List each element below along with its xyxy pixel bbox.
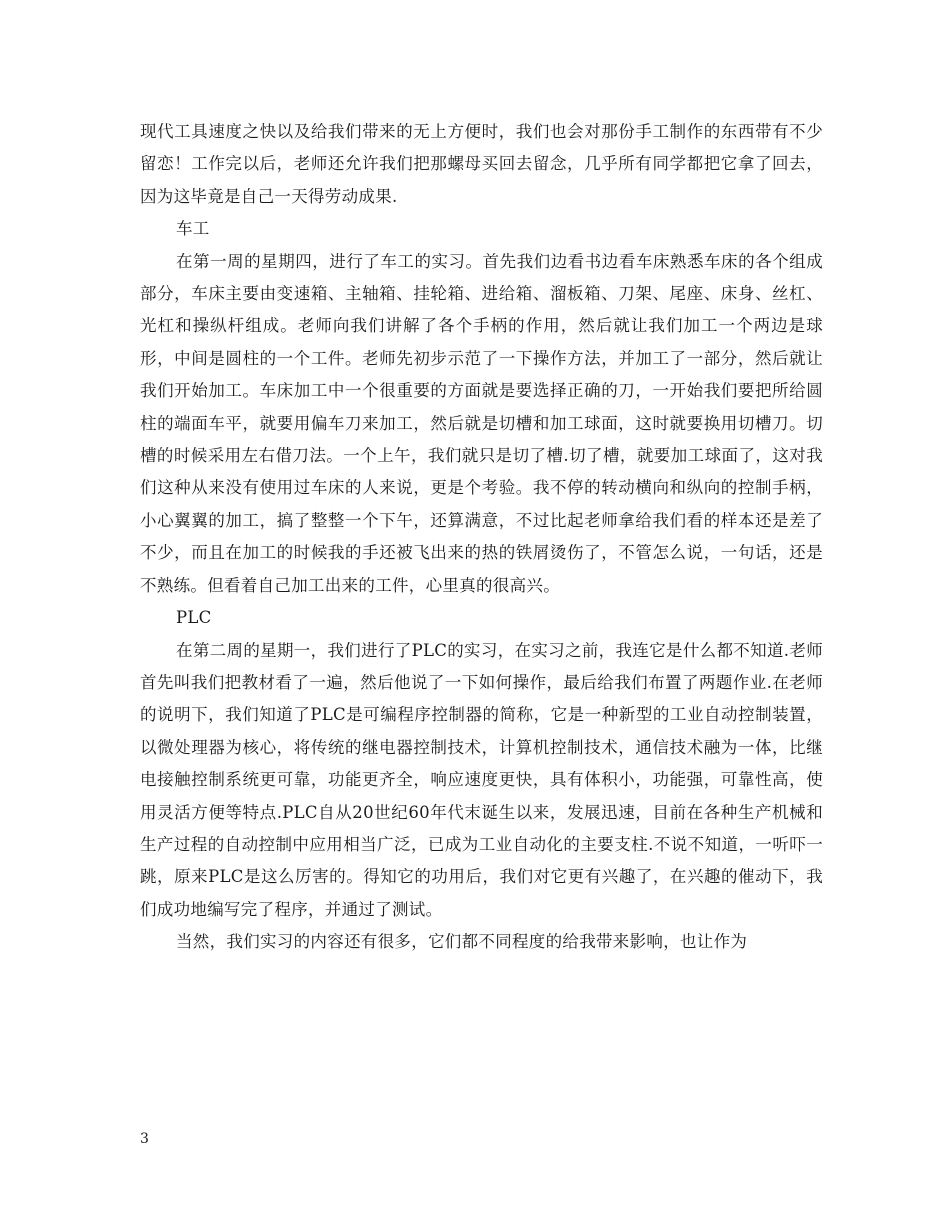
paragraph-lathe: 在第一周的星期四，进行了车工的实习。首先我们边看书边看车床熟悉车床的各个组成部分，车床主要由变速箱、主轴箱、挂轮箱、进给箱、溜板箱、刀架、尾座、床身、丝杠、光杠和操纵杆组成。老师向我们讲解了各个手柄的作用，然后就让我们加工一个两边是球形，中间是圆柱的一个工件。老师先初步示范了一下操作方法，并加工了一部分，然后就让我们开始加工。车床加工中一个很重要的方面就是要选择正确的刀，一开始我们要把所给圆柱的端面车平，就要用偏车刀来加工，然后就是切槽和加工球面，这时就要换用切槽刀。切槽的时候采用左右借刀法。一个上午，我们就只是切了槽.切了槽，就要加工球面了，这对我们这种从来没有使用过车床的人来说，更是个考验。我不停的转动横向和纵向的控制手柄，小心翼翼的加工，搞了整整一个下午，还算满意，不过比起老师拿给我们看的样本还是差了不少，而且在加工的时候我的手还被飞出来的热的铁屑烫伤了，不管怎么说，一句话，还是不熟练。但看着自己加工出来的工件，心里真的很高兴。 <box>140 251 823 595</box>
page-number: 3 <box>140 1131 149 1147</box>
page-body <box>140 116 823 959</box>
section-heading-plc: PLC <box>176 608 212 628</box>
section-heading-lathe: 车工 <box>176 219 210 239</box>
paragraph-conclusion: 当然，我们实习的内容还有很多，它们都不同程度的给我带来影响，也让作为 <box>176 932 748 952</box>
paragraph-plc: 在第二周的星期一，我们进行了PLC的实习，在实习之前，我连它是什么都不知道.老师首先叫我们把教材看了一遍，然后他说了一下如何操作，最后给我们布置了两题作业.在老师的说明下，我们知道了PLC是可编程序控制器的简称，它是一种新型的工业自动控制装置，以微处理器为核心，将传统的继电器控制技术，计算机控制技术，通信技术融为一体，比继电接触控制系统更可靠，功能更齐全，响应速度更快，具有体积小，功能强，可靠性高，使用灵活方便等特点.PLC自从20世纪60年代末诞生以来，发展迅速，目前在各种生产机械和生产过程的自动控制中应用相当广泛，已成为工业自动化的主要支柱.不说不知道，一听吓一跳，原来PLC是这么厉害的。得知它的功用后，我们对它更有兴趣了，在兴趣的催动下，我们成功地编写完了程序，并通过了测试。 <box>140 640 823 919</box>
paragraph-continuation: 现代工具速度之快以及给我们带来的无上方便时，我们也会对那份手工制作的东西带有不少留恋！工作完以后，老师还允许我们把那螺母买回去留念，几乎所有同学都把它拿了回去，因为这毕竟是自己一天得劳动成果. <box>140 122 823 206</box>
